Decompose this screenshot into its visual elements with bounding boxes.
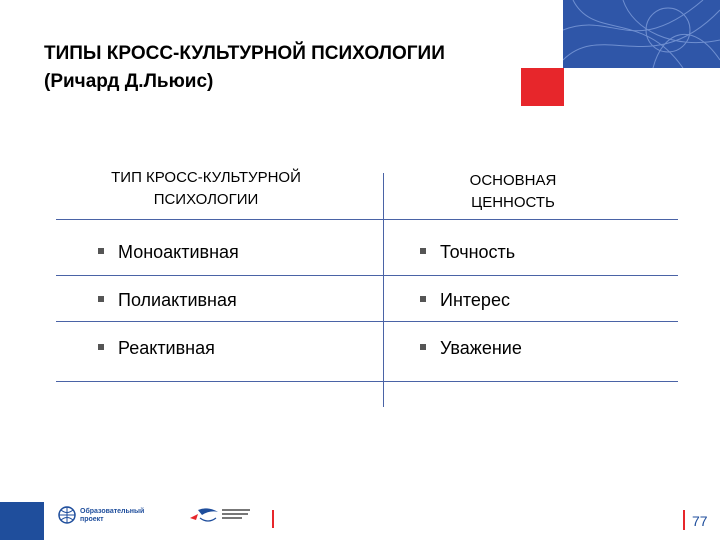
page-number: 77 [692, 513, 708, 529]
slide-title [44, 40, 445, 96]
partner-logo-icon [188, 506, 220, 526]
table-column-divider [383, 173, 384, 407]
bullet-icon [420, 296, 426, 302]
page-number-divider [683, 510, 685, 530]
cell-type-text: Моноактивная [118, 242, 239, 262]
cell-type-text: Реактивная [118, 338, 215, 358]
column-header-value [384, 170, 642, 214]
footer-divider [272, 510, 274, 528]
decorative-curves [563, 0, 720, 68]
table-cell-value [420, 289, 510, 311]
column-header-type [56, 167, 356, 211]
table-rule-header [56, 219, 678, 220]
cell-value-text: Точность [440, 242, 516, 262]
table-rule-row-1 [56, 275, 678, 276]
footer-blue-square [0, 502, 44, 540]
partner-logo-text [222, 508, 250, 519]
bullet-icon [98, 248, 104, 254]
table-cell-type [98, 337, 215, 359]
table-cell-type [98, 289, 237, 311]
bullet-icon [98, 344, 104, 350]
bullet-icon [420, 248, 426, 254]
cell-type-text: Полиактивная [118, 290, 237, 310]
title-line-2: (Ричард Д.Льюис) [44, 71, 214, 92]
footer-logo-text [80, 508, 144, 524]
cell-value-text: Интерес [440, 290, 510, 310]
column-header-value-line-2: ЦЕННОСТЬ [471, 194, 555, 211]
table-cell-value [420, 337, 522, 359]
table-cell-type [98, 241, 239, 263]
table-cell-value [420, 241, 515, 263]
table-rule-bottom [56, 381, 678, 382]
title-line-1: ТИПЫ КРОСС-КУЛЬТУРНОЙ ПСИХОЛОГИИ [44, 43, 445, 64]
globe-logo-icon [58, 506, 76, 524]
column-header-type-line-2: ПСИХОЛОГИИ [153, 191, 259, 208]
column-header-value-line-1: ОСНОВНАЯ [469, 172, 557, 189]
cell-value-text: Уважение [440, 338, 522, 358]
footer-logo-line-1: Образовательный [80, 508, 145, 515]
decorative-red-square [521, 68, 564, 106]
bullet-icon [98, 296, 104, 302]
column-header-type-line-1: ТИП КРОСС-КУЛЬТУРНОЙ [111, 169, 301, 186]
bullet-icon [420, 344, 426, 350]
footer-logo-line-2: проект [80, 516, 104, 523]
table-rule-row-2 [56, 321, 678, 322]
decorative-blue-square [563, 0, 720, 68]
